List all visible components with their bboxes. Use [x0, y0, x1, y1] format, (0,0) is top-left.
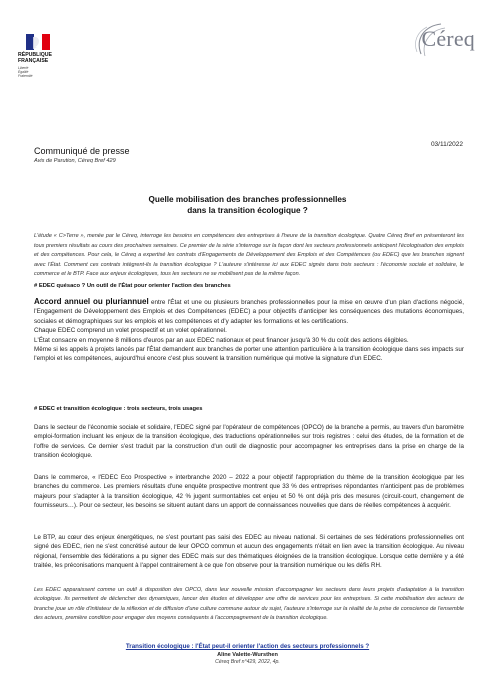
- rf-motto: [18, 66, 58, 78]
- republique-francaise-logo: [18, 14, 58, 78]
- paragraph-ess: Dans le secteur de l'économie sociale et solidaire, l'EDEC signé par l'opérateur de compétences (OPCO) de la branche a permis, au travers d'un baromètre emploi-formation incluant les enjeux de la transition écologique, des traductions opérationnelles sur trois registres : celui des études, de la formation et de l'offre de services. Ce dernier s'est traduit par la construction d'un outil de diagnostic pour accompagner les entreprises dans la prise en charge de la transition écologique.: [34, 424, 464, 460]
- publication-ref: Céreq Bref n°429, 2022, 4p.: [215, 659, 280, 665]
- rf-name: [18, 53, 58, 64]
- cereq-logo: [355, 18, 475, 78]
- footer-reference: [0, 643, 495, 665]
- section-edec-body: [34, 297, 464, 364]
- edec-definition: [34, 297, 464, 326]
- title-line-2: dans la transition écologique ?: [187, 206, 308, 215]
- avis-parution: Avis de Parution, Céreq Bref 429: [34, 158, 116, 164]
- press-release-header: [34, 146, 130, 164]
- edec-definition-rest: entre l'État et une ou plusieurs branches professionnelles pour la mise en œuvre d'un plan d'actions négocié, l'Engagement de Développement des Emplois et des Compétences (EDEC) a pour objectifs d'anticiper les conséquences des mutations économiques, sociales et démographiques sur les emplois et les compétences et d'y adapter les formations et les certifications.: [34, 299, 464, 325]
- paragraph-conclusion: Les EDEC apparaissent comme un outil à disposition des OPCO, dans leur nouvelle mission d'accompagner les secteurs dans leurs projets d'adaptation à la transition écologique. Ils permettent de déclencher des dynamiques, lancer des études et développer une offre de services pour les entreprises. Si cette mobilisation des acteurs de branche joue un rôle d'initiateur de la réflexion et de diffusion d'une culture commune autour du sujet, l'auteure s'interroge sur la réalité de la prise de conscience de l'ensemble des acteurs, première condition pour engager des moyens conséquents à l'accompagnement de la transition écologique.: [34, 587, 464, 622]
- communique-label: Communiqué de presse: [34, 146, 130, 156]
- paragraph-btp: Le BTP, au cœur des enjeux énergétiques, ne s'est pourtant pas saisi des EDEC au niveau national. Si certaines de ses fédérations professionnelles ont signé des EDEC, rien ne s'est concrétisé autour de leur OPCO commun et aucun des engagements n'était en lien avec la transition écologique. Au niveau régional, l'ensemble des fédérations a pu signer des EDEC mais sur des thématiques éloignées de la transition écologique. Lorsque cette dernière y a été traitée, les préconisations manquent à l'appel contrairement à ce que l'on observe pour la transition numérique ou les défis RH.: [34, 534, 464, 570]
- edec-appels-projets: Même si les appels à projets lancés par l'État demandent aux branches de porter une attention particulière à la transition écologique dans ses impacts sur l'emploi et les compétences, aujourd'hui encore c'est plus souvent la transition numérique qui motive la signature d'un EDEC.: [34, 346, 464, 363]
- paragraph-commerce: Dans le commerce, « l'EDEC Eco Prospective » interbranche 2020 – 2022 a pour objectif l'appropriation du thème de la transition écologique par les branches du commerce. Les premiers résultats d'une enquête prospective montrent que 33 % des entreprises répondantes n'anticipent pas de problèmes majeurs pour s'adapter à la transition écologique, 42 % jugent surmontables cet enjeu et 50 % ont déjà pris des mesures (circuit-court, changement de fournisseurs…). Pour ce secteur, les besoins se situent autant dans un apport de connaissances nouvelles que dans de réelles compétences à acquérir.: [34, 474, 464, 510]
- edec-lead: Accord annuel ou pluriannuel: [34, 297, 149, 306]
- rf-line-2: FRANÇAISE: [18, 57, 49, 64]
- edec-financement: L'État consacre en moyenne 8 millions d'euros par an aux EDEC nationaux et peut financer jusqu'à 30 % du coût des actions éligibles.: [34, 336, 409, 344]
- cereq-wordmark: Céreq: [421, 26, 475, 51]
- publication-date: 03/11/2022: [430, 141, 463, 148]
- document-title: [0, 194, 495, 216]
- author-name: Aline Valette-Wursthen: [217, 652, 278, 658]
- marianne-flag-icon: [18, 34, 58, 50]
- edec-volets: Chaque EDEC comprend un volet prospectif et un volet opérationnel.: [34, 327, 227, 335]
- rf-line-1: RÉPUBLIQUE: [18, 52, 53, 58]
- intro-paragraph: L'étude « C>Terre », menée par le Céreq, interroge les besoins en compétences des entreprises à l'heure de la transition écologique. Quatre Céreq Bref en présenteront les tous premiers résultats au cours des prochaines semaines. Ce premier de la série s'interroge sur la façon dont les secteurs professionnels anticipent l'écologisation des emplois et des compétences. Pour cela, le Céreq a expertisé les contrats d'Engagements de Développement des Emplois et des Compétences (ou EDEC) que les branches signent avec l'État. Comment ces contrats intègrent-ils la transition écologique ? L'auteure s'intéresse ici aux EDEC signés dans trois secteurs : l'économie sociale et solidaire, le commerce et le BTP. Face aux enjeux écologiques, tous les secteurs ne se mobilisent pas de la même façon.: [34, 233, 464, 278]
- rf-motto-1: Liberté: [18, 66, 29, 71]
- title-line-1: Quelle mobilisation des branches professionnelles: [148, 195, 347, 204]
- publication-link[interactable]: Transition écologique : l'État peut-il orienter l'action des secteurs professionnels ?: [125, 643, 370, 650]
- section-heading-secteurs: # EDEC et transition écologique : trois secteurs, trois usages: [34, 406, 203, 412]
- section-heading-edec: # EDEC quésaco ? Un outil de l'État pour orienter l'action des branches: [34, 283, 231, 289]
- rf-motto-3: Fraternité: [18, 74, 33, 79]
- rf-motto-2: Égalité: [18, 70, 29, 75]
